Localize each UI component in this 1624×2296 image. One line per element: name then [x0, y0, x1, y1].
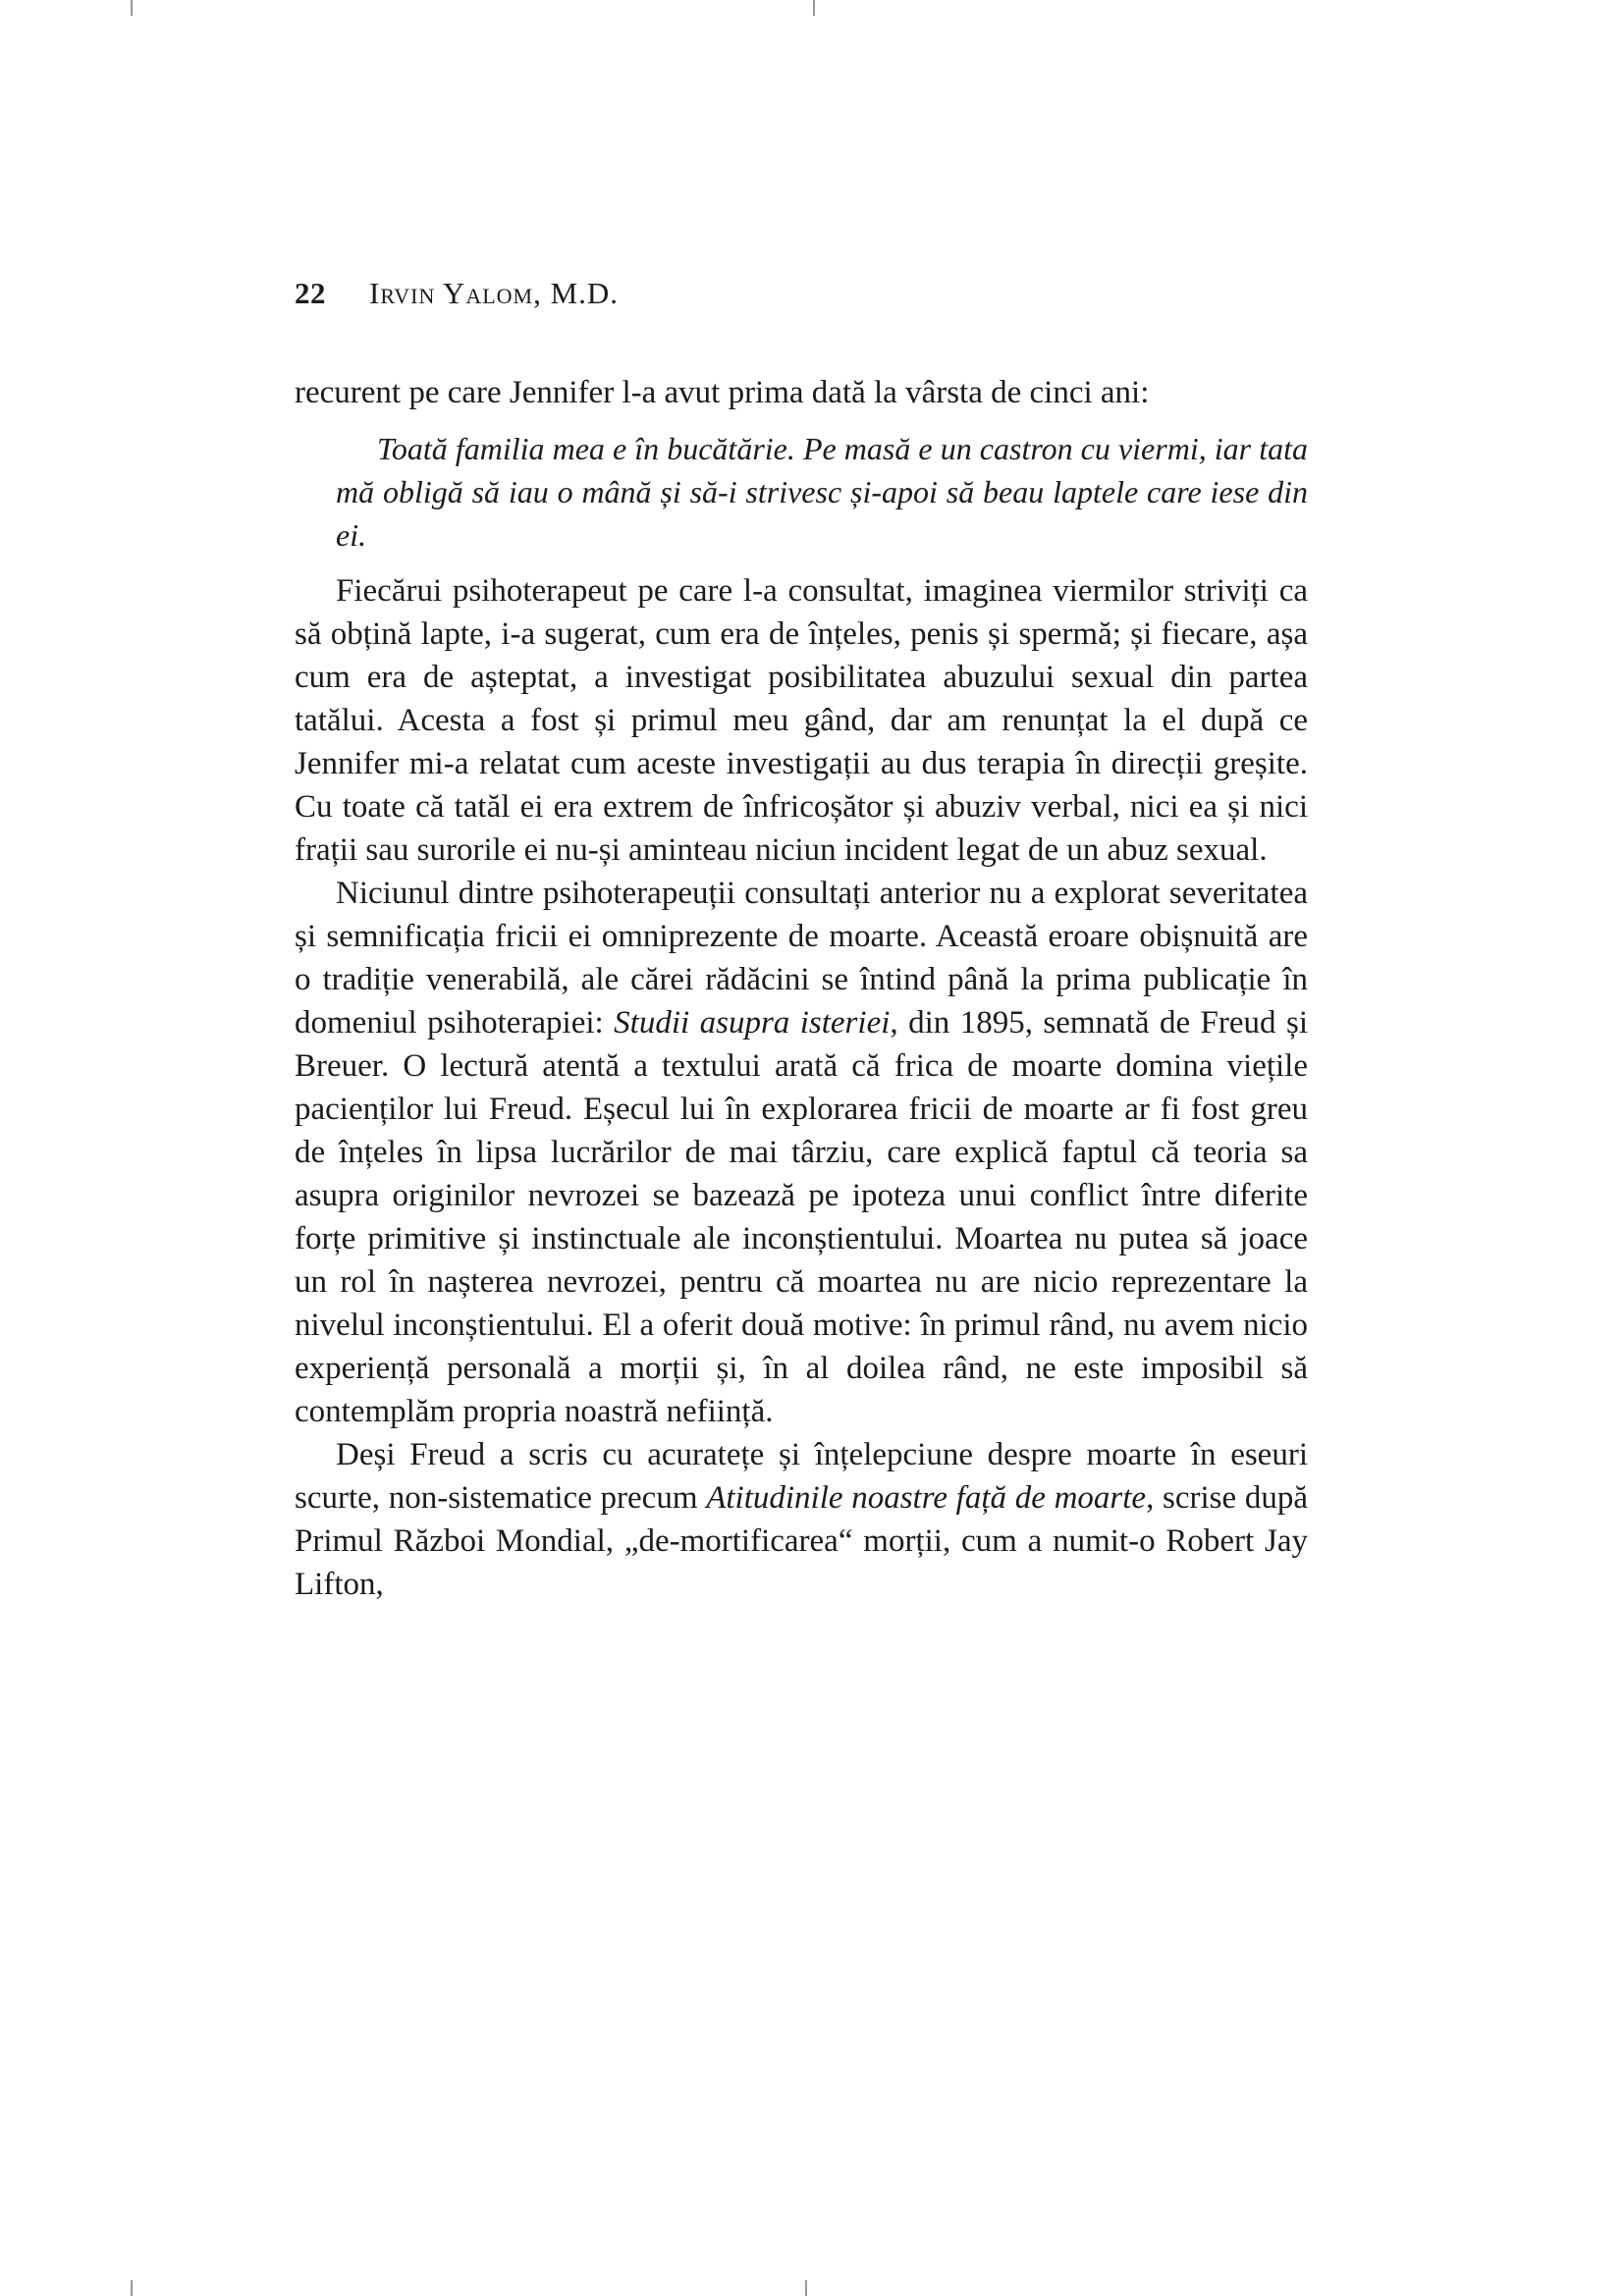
- paragraph-text: , scrise după Primul Război Mondial, „de-mortificarea“ morții, cum a numit-o Robert Jay Lifton,: [295, 1480, 1308, 1602]
- paragraph-therapists: [295, 569, 1308, 872]
- paragraph-freud-essays: [295, 1433, 1308, 1606]
- book-title-italic: Studii asupra isteriei: [614, 1005, 891, 1041]
- running-title: Irvin Yalom, M.D.: [369, 276, 620, 310]
- essay-title-italic: Atitudinile noastre față de moarte: [706, 1480, 1147, 1516]
- paragraph-text: , din 1895, semnată de Freud și Breuer. O lectură atentă a textului arată că frica de moarte domina viețile pacienților lui Freud. Eșecul lui în explorarea fricii de moarte ar fi fost greu de înțeles în lipsa lucrărilor de mai târziu, care explică faptul că teoria sa asupra originilor nevrozei se bazează pe ipoteza unui conflict între diferite forțe primitive și instinctuale ale inconștientului. Moartea nu putea să joace un rol în nașterea nevrozei, pentru că moartea nu are nicio reprezentare la nivelul inconștientului. El a oferit două motive: în primul rând, nu avem nicio experiență personală a morții și, în al doilea rând, ne este imposibil să contemplăm propria noastră neființă.: [295, 1005, 1308, 1429]
- quote-text: Toată familia mea e în bucătărie. Pe masă e un castron cu viermi, iar tata mă obligă să iau o mână și să-i strivesc și-apoi să beau laptele care iese din ei.: [336, 431, 1308, 553]
- crop-mark-top-center: [813, 0, 815, 16]
- crop-mark-top-left: [131, 0, 133, 16]
- paragraph-continuation: [295, 371, 1308, 414]
- block-quote-dream: [336, 427, 1308, 557]
- paragraph-text: recurent pe care Jennifer l-a avut prima dată la vârsta de cinci ani:: [295, 375, 1150, 410]
- paragraph-text: Fiecărui psihoterapeut pe care l-a consultat, imaginea viermilor striviți ca să obțină lapte, i-a sugerat, cum era de înțeles, penis și spermă; și fiecare, așa cum era de așteptat, a investigat posibilitatea abuzului sexual din partea tatălui. Acesta a fost și primul meu gând, dar am renunțat la el după ce Jennifer mi-a relatat cum aceste investigații au dus terapia în direcții greșite. Cu toate că tatăl ei era extrem de înfricoșător și abuziv verbal, nici ea și nici frații sau surorile ei nu-și aminteau niciun incident legat de un abuz sexual.: [295, 573, 1308, 868]
- running-header: [295, 275, 619, 312]
- crop-mark-bottom-left: [131, 2280, 133, 2296]
- paragraph-text: Deși Freud a scris cu acuratețe și înțelepciune despre moarte în eseuri scurte, non-sistematice precum: [295, 1437, 1308, 1516]
- paragraph-text: Niciunul dintre psihoterapeuții consultați anterior nu a explorat severitatea și semnificația fricii ei omniprezente de moarte. Această eroare obișnuită are o tradiție venerabilă, ale cărei rădăcini se întind până la prima publicație în domeniul psihoterapiei:: [295, 876, 1308, 1041]
- text-column: [295, 371, 1308, 1606]
- page-number: 22: [295, 276, 326, 310]
- crop-mark-bottom-center: [805, 2280, 807, 2296]
- paragraph-death-fear: [295, 872, 1308, 1433]
